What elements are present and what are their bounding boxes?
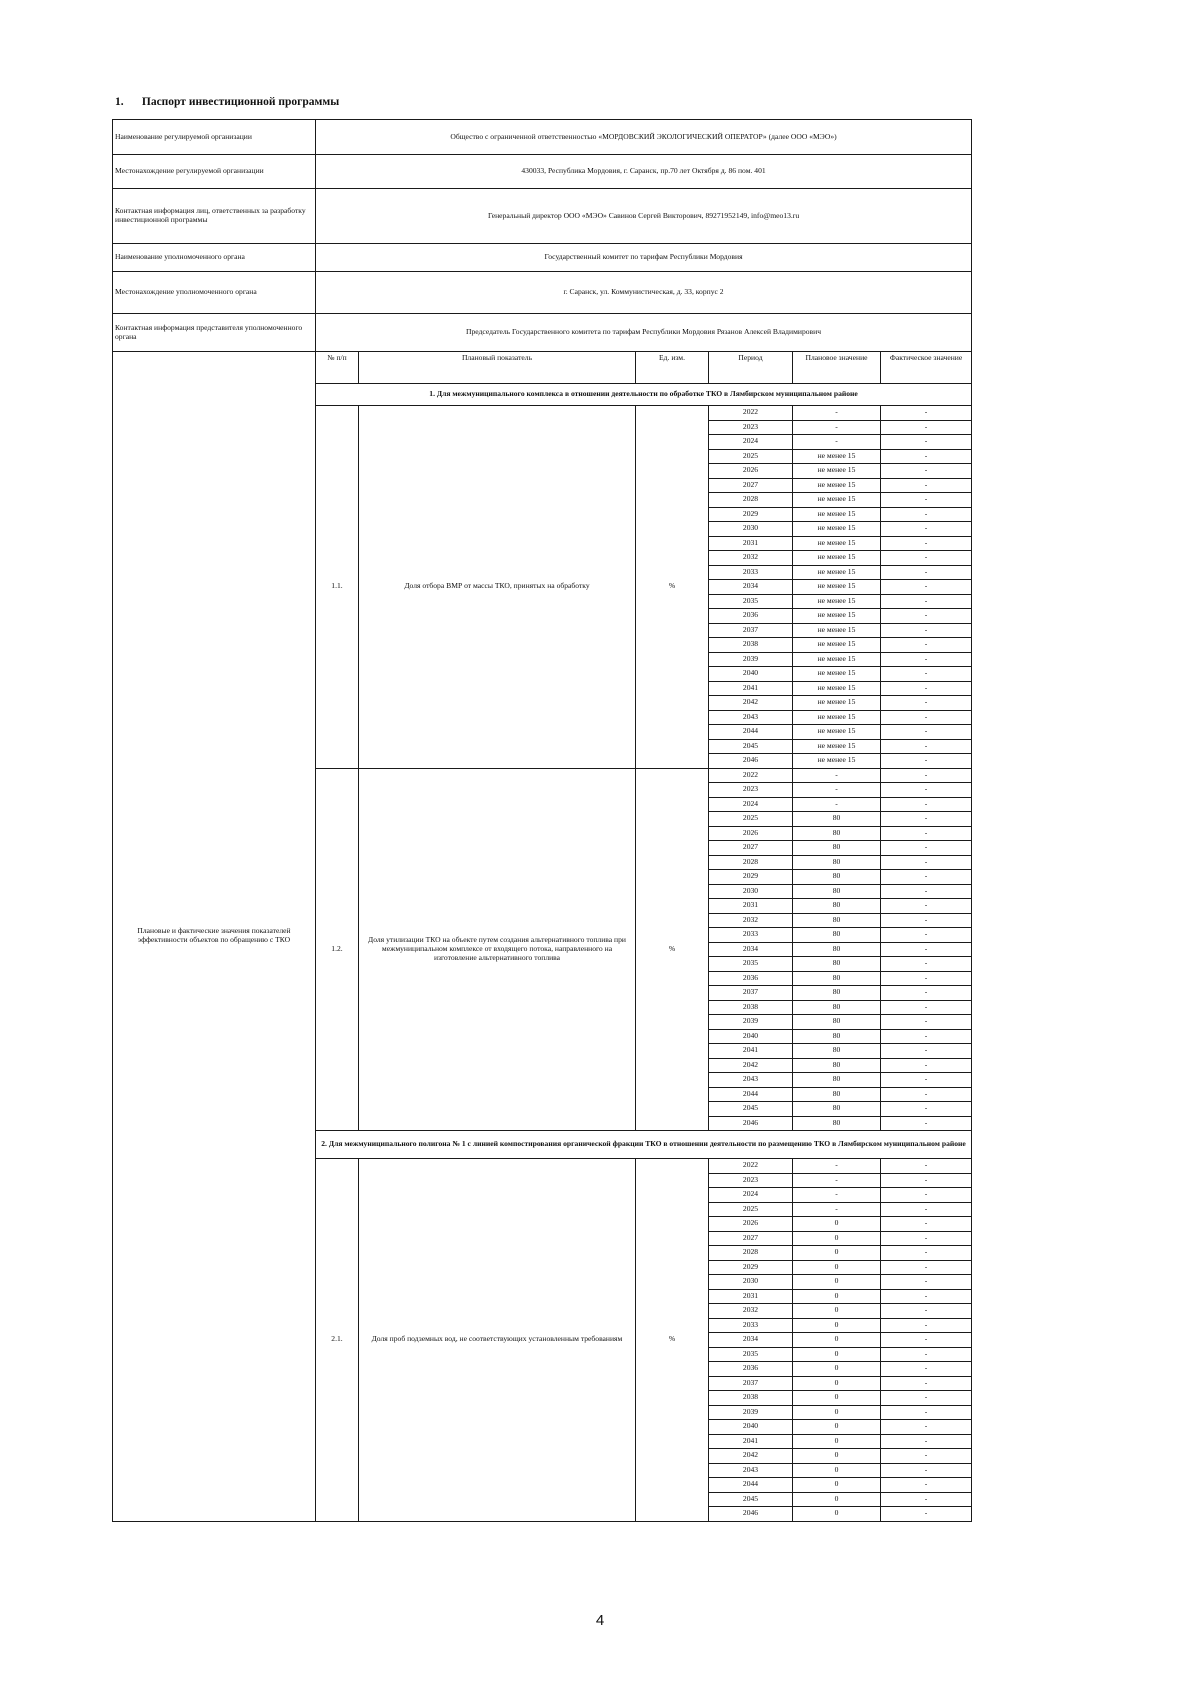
- planned-value-cell: 80: [793, 1102, 881, 1117]
- column-header-planned: Плановое значение: [793, 352, 881, 384]
- actual-value-cell: -: [881, 841, 972, 856]
- period-cell: 2024: [709, 1188, 793, 1203]
- period-cell: 2030: [709, 884, 793, 899]
- period-cell: 2034: [709, 1333, 793, 1348]
- planned-value-cell: не менее 15: [793, 667, 881, 682]
- planned-value-cell: 80: [793, 1000, 881, 1015]
- planned-value-cell: 80: [793, 899, 881, 914]
- planned-value-cell: 0: [793, 1507, 881, 1522]
- actual-value-cell: -: [881, 435, 972, 450]
- planned-value-cell: 0: [793, 1463, 881, 1478]
- actual-value-cell: -: [881, 696, 972, 711]
- actual-value-cell: -: [881, 478, 972, 493]
- actual-value-cell: -: [881, 681, 972, 696]
- period-cell: 2025: [709, 449, 793, 464]
- period-cell: 2035: [709, 957, 793, 972]
- actual-value-cell: -: [881, 623, 972, 638]
- actual-value-cell: -: [881, 580, 972, 595]
- period-cell: 2023: [709, 783, 793, 798]
- planned-value-cell: 80: [793, 942, 881, 957]
- period-cell: 2036: [709, 609, 793, 624]
- planned-value-cell: 0: [793, 1347, 881, 1362]
- info-row: [113, 272, 972, 314]
- info-label: Контактная информация лиц, ответственных за разработку инвестиционной программы: [113, 189, 316, 244]
- period-cell: 2040: [709, 667, 793, 682]
- period-cell: 2022: [709, 406, 793, 421]
- actual-value-cell: -: [881, 464, 972, 479]
- info-label: Наименование уполномоченного органа: [113, 244, 316, 272]
- indicator-number: 2.1.: [316, 1159, 359, 1522]
- planned-value-cell: 80: [793, 957, 881, 972]
- actual-value-cell: -: [881, 826, 972, 841]
- section-title: Паспорт инвестиционной программы: [141, 96, 340, 108]
- indicator-name: Доля утилизации ТКО на объекте путем создания альтернативного топлива при межмуниципальном комплексе от входящего потока, направленного на изготовление альтернативного топлива: [359, 768, 636, 1131]
- actual-value-cell: -: [881, 725, 972, 740]
- period-cell: 2033: [709, 1318, 793, 1333]
- planned-value-cell: 0: [793, 1391, 881, 1406]
- period-cell: 2041: [709, 1044, 793, 1059]
- planned-value-cell: 0: [793, 1434, 881, 1449]
- planned-value-cell: 0: [793, 1405, 881, 1420]
- planned-value-cell: 80: [793, 1029, 881, 1044]
- period-cell: 2039: [709, 1015, 793, 1030]
- period-cell: 2038: [709, 638, 793, 653]
- investment-program-passport-table: [112, 119, 972, 1522]
- period-cell: 2024: [709, 797, 793, 812]
- actual-value-cell: -: [881, 1275, 972, 1290]
- actual-value-cell: -: [881, 551, 972, 566]
- actual-value-cell: -: [881, 420, 972, 435]
- actual-value-cell: -: [881, 899, 972, 914]
- planned-value-cell: 80: [793, 1116, 881, 1131]
- planned-value-cell: -: [793, 435, 881, 450]
- period-cell: 2042: [709, 1449, 793, 1464]
- period-cell: 2035: [709, 1347, 793, 1362]
- planned-value-cell: 80: [793, 971, 881, 986]
- period-cell: 2034: [709, 580, 793, 595]
- planned-value-cell: не менее 15: [793, 478, 881, 493]
- info-value: Общество с ограниченной ответственностью «МОРДОВСКИЙ ЭКОЛОГИЧЕСКИЙ ОПЕРАТОР» (далее ООО «МЭО»): [316, 120, 972, 155]
- planned-value-cell: 80: [793, 1058, 881, 1073]
- info-value: Государственный комитет по тарифам Республики Мордовия: [316, 244, 972, 272]
- section-title: 2. Для межмуниципального полигона № 1 с линией компостирования органической фракции ТКО в отношении деятельности по размещению ТКО в Лямбирском муниципальном районе: [316, 1131, 972, 1159]
- planned-value-cell: 80: [793, 812, 881, 827]
- period-cell: 2046: [709, 1507, 793, 1522]
- actual-value-cell: -: [881, 986, 972, 1001]
- period-cell: 2038: [709, 1391, 793, 1406]
- info-row: [113, 155, 972, 189]
- info-label: Местонахождение уполномоченного органа: [113, 272, 316, 314]
- planned-value-cell: не менее 15: [793, 754, 881, 769]
- planned-value-cell: не менее 15: [793, 551, 881, 566]
- actual-value-cell: -: [881, 1029, 972, 1044]
- period-cell: 2023: [709, 420, 793, 435]
- period-cell: 2028: [709, 493, 793, 508]
- actual-value-cell: -: [881, 1289, 972, 1304]
- period-cell: 2037: [709, 1376, 793, 1391]
- period-cell: 2034: [709, 942, 793, 957]
- period-cell: 2022: [709, 768, 793, 783]
- section-number: 1.: [115, 96, 124, 108]
- planned-value-cell: 0: [793, 1217, 881, 1232]
- planned-value-cell: -: [793, 797, 881, 812]
- info-value: 430033, Республика Мордовия, г. Саранск, пр.70 лет Октября д. 86 пом. 401: [316, 155, 972, 189]
- actual-value-cell: -: [881, 1073, 972, 1088]
- period-cell: 2046: [709, 1116, 793, 1131]
- column-header-actual: Фактическое значение: [881, 352, 972, 384]
- planned-value-cell: не менее 15: [793, 609, 881, 624]
- actual-value-cell: -: [881, 928, 972, 943]
- actual-value-cell: -: [881, 1044, 972, 1059]
- actual-value-cell: -: [881, 1188, 972, 1203]
- planned-value-cell: не менее 15: [793, 652, 881, 667]
- planned-value-cell: 0: [793, 1304, 881, 1319]
- period-cell: 2036: [709, 1362, 793, 1377]
- section-title: 1. Для межмуниципального комплекса в отношении деятельности по обработке ТКО в Лямбирском муниципальном районе: [316, 384, 972, 406]
- passport-table-body: [113, 120, 972, 1522]
- actual-value-cell: -: [881, 609, 972, 624]
- actual-value-cell: -: [881, 942, 972, 957]
- actual-value-cell: -: [881, 638, 972, 653]
- actual-value-cell: -: [881, 783, 972, 798]
- planned-value-cell: 0: [793, 1333, 881, 1348]
- planned-value-cell: не менее 15: [793, 638, 881, 653]
- period-cell: 2031: [709, 899, 793, 914]
- period-cell: 2025: [709, 812, 793, 827]
- actual-value-cell: -: [881, 536, 972, 551]
- period-cell: 2041: [709, 681, 793, 696]
- actual-value-cell: -: [881, 1362, 972, 1377]
- period-cell: 2028: [709, 1246, 793, 1261]
- actual-value-cell: -: [881, 768, 972, 783]
- planned-value-cell: -: [793, 768, 881, 783]
- period-cell: 2037: [709, 986, 793, 1001]
- planned-value-cell: 80: [793, 841, 881, 856]
- actual-value-cell: -: [881, 1347, 972, 1362]
- actual-value-cell: -: [881, 739, 972, 754]
- info-row: [113, 314, 972, 352]
- actual-value-cell: -: [881, 754, 972, 769]
- actual-value-cell: -: [881, 957, 972, 972]
- actual-value-cell: -: [881, 1202, 972, 1217]
- actual-value-cell: -: [881, 1217, 972, 1232]
- actual-value-cell: -: [881, 1304, 972, 1319]
- indicator-unit: %: [636, 406, 709, 769]
- actual-value-cell: -: [881, 1102, 972, 1117]
- actual-value-cell: -: [881, 449, 972, 464]
- actual-value-cell: -: [881, 913, 972, 928]
- indicator-name: Доля проб подземных вод, не соответствующих установленным требованиям: [359, 1159, 636, 1522]
- planned-value-cell: 80: [793, 1087, 881, 1102]
- period-cell: 2026: [709, 1217, 793, 1232]
- planned-value-cell: 0: [793, 1449, 881, 1464]
- period-cell: 2027: [709, 478, 793, 493]
- period-cell: 2032: [709, 1304, 793, 1319]
- period-cell: 2026: [709, 826, 793, 841]
- period-cell: 2022: [709, 1159, 793, 1174]
- period-cell: 2044: [709, 725, 793, 740]
- period-cell: 2024: [709, 435, 793, 450]
- indicator-name: Доля отбора ВМР от массы ТКО, принятых на обработку: [359, 406, 636, 769]
- planned-value-cell: 80: [793, 855, 881, 870]
- planned-value-cell: не менее 15: [793, 710, 881, 725]
- actual-value-cell: -: [881, 1231, 972, 1246]
- actual-value-cell: -: [881, 1246, 972, 1261]
- planned-value-cell: 80: [793, 1073, 881, 1088]
- period-cell: 2023: [709, 1173, 793, 1188]
- planned-value-cell: не менее 15: [793, 507, 881, 522]
- period-cell: 2029: [709, 870, 793, 885]
- period-cell: 2032: [709, 551, 793, 566]
- info-row: [113, 244, 972, 272]
- actual-value-cell: -: [881, 1173, 972, 1188]
- info-label: Наименование регулируемой организации: [113, 120, 316, 155]
- info-row: [113, 189, 972, 244]
- section-heading: [115, 96, 339, 108]
- actual-value-cell: -: [881, 870, 972, 885]
- period-cell: 2029: [709, 1260, 793, 1275]
- actual-value-cell: -: [881, 797, 972, 812]
- actual-value-cell: -: [881, 1507, 972, 1522]
- indicators-header-row: [113, 352, 972, 384]
- planned-value-cell: 0: [793, 1376, 881, 1391]
- planned-value-cell: не менее 15: [793, 623, 881, 638]
- actual-value-cell: -: [881, 1000, 972, 1015]
- period-cell: 2031: [709, 536, 793, 551]
- actual-value-cell: -: [881, 1116, 972, 1131]
- planned-value-cell: -: [793, 1188, 881, 1203]
- planned-value-cell: не менее 15: [793, 681, 881, 696]
- planned-value-cell: 0: [793, 1478, 881, 1493]
- actual-value-cell: -: [881, 1478, 972, 1493]
- period-cell: 2027: [709, 1231, 793, 1246]
- column-header-number: № п/п: [316, 352, 359, 384]
- column-header-indicator: Плановый показатель: [359, 352, 636, 384]
- planned-value-cell: 0: [793, 1492, 881, 1507]
- period-cell: 2045: [709, 1492, 793, 1507]
- actual-value-cell: -: [881, 812, 972, 827]
- planned-value-cell: 0: [793, 1318, 881, 1333]
- actual-value-cell: -: [881, 971, 972, 986]
- indicator-number: 1.1.: [316, 406, 359, 769]
- period-cell: 2043: [709, 1073, 793, 1088]
- actual-value-cell: -: [881, 1318, 972, 1333]
- indicator-number: 1.2.: [316, 768, 359, 1131]
- period-cell: 2031: [709, 1289, 793, 1304]
- planned-value-cell: 80: [793, 913, 881, 928]
- planned-value-cell: -: [793, 420, 881, 435]
- period-cell: 2044: [709, 1478, 793, 1493]
- actual-value-cell: -: [881, 1058, 972, 1073]
- info-value: г. Саранск, ул. Коммунистическая, д. 33, корпус 2: [316, 272, 972, 314]
- period-cell: 2035: [709, 594, 793, 609]
- planned-value-cell: не менее 15: [793, 580, 881, 595]
- info-value: Председатель Государственного комитета по тарифам Республики Мордовия Рязанов Алексей Владимирович: [316, 314, 972, 352]
- period-cell: 2032: [709, 913, 793, 928]
- planned-value-cell: 0: [793, 1275, 881, 1290]
- planned-value-cell: -: [793, 1173, 881, 1188]
- period-cell: 2040: [709, 1420, 793, 1435]
- column-header-unit: Ед. изм.: [636, 352, 709, 384]
- period-cell: 2045: [709, 739, 793, 754]
- period-cell: 2039: [709, 1405, 793, 1420]
- period-cell: 2041: [709, 1434, 793, 1449]
- info-label: Контактная информация представителя уполномоченного органа: [113, 314, 316, 352]
- actual-value-cell: -: [881, 1405, 972, 1420]
- planned-value-cell: не менее 15: [793, 565, 881, 580]
- planned-value-cell: не менее 15: [793, 594, 881, 609]
- period-cell: 2043: [709, 1463, 793, 1478]
- planned-value-cell: не менее 15: [793, 696, 881, 711]
- info-label: Местонахождение регулируемой организации: [113, 155, 316, 189]
- period-cell: 2029: [709, 507, 793, 522]
- period-cell: 2043: [709, 710, 793, 725]
- page-number: 4: [595, 1612, 605, 1629]
- planned-value-cell: -: [793, 783, 881, 798]
- period-cell: 2036: [709, 971, 793, 986]
- period-cell: 2042: [709, 1058, 793, 1073]
- indicator-unit: %: [636, 1159, 709, 1522]
- planned-value-cell: не менее 15: [793, 493, 881, 508]
- info-value: Генеральный директор ООО «МЭО» Савинов Сергей Викторович, 89271952149, info@meo13.ru: [316, 189, 972, 244]
- period-cell: 2042: [709, 696, 793, 711]
- period-cell: 2038: [709, 1000, 793, 1015]
- period-cell: 2037: [709, 623, 793, 638]
- indicator-unit: %: [636, 768, 709, 1131]
- planned-value-cell: 80: [793, 870, 881, 885]
- planned-value-cell: 0: [793, 1246, 881, 1261]
- planned-value-cell: 80: [793, 884, 881, 899]
- planned-value-cell: -: [793, 1159, 881, 1174]
- period-cell: 2033: [709, 565, 793, 580]
- planned-value-cell: -: [793, 406, 881, 421]
- period-cell: 2027: [709, 841, 793, 856]
- planned-value-cell: 80: [793, 826, 881, 841]
- planned-value-cell: не менее 15: [793, 464, 881, 479]
- period-cell: 2033: [709, 928, 793, 943]
- actual-value-cell: -: [881, 507, 972, 522]
- period-cell: 2026: [709, 464, 793, 479]
- planned-value-cell: 80: [793, 986, 881, 1001]
- actual-value-cell: -: [881, 1463, 972, 1478]
- period-cell: 2030: [709, 522, 793, 537]
- column-header-period: Период: [709, 352, 793, 384]
- period-cell: 2046: [709, 754, 793, 769]
- period-cell: 2028: [709, 855, 793, 870]
- period-cell: 2044: [709, 1087, 793, 1102]
- actual-value-cell: -: [881, 493, 972, 508]
- actual-value-cell: -: [881, 1015, 972, 1030]
- actual-value-cell: -: [881, 1260, 972, 1275]
- planned-value-cell: 80: [793, 1015, 881, 1030]
- period-cell: 2045: [709, 1102, 793, 1117]
- actual-value-cell: -: [881, 1492, 972, 1507]
- planned-value-cell: 0: [793, 1289, 881, 1304]
- actual-value-cell: -: [881, 855, 972, 870]
- actual-value-cell: -: [881, 1376, 972, 1391]
- actual-value-cell: -: [881, 1159, 972, 1174]
- actual-value-cell: -: [881, 1420, 972, 1435]
- planned-value-cell: 0: [793, 1231, 881, 1246]
- actual-value-cell: -: [881, 667, 972, 682]
- planned-value-cell: 80: [793, 1044, 881, 1059]
- actual-value-cell: -: [881, 406, 972, 421]
- indicators-block-label: Плановые и фактические значения показателей эффективности объектов по обращению с ТКО: [113, 352, 316, 1522]
- planned-value-cell: 80: [793, 928, 881, 943]
- planned-value-cell: 0: [793, 1362, 881, 1377]
- actual-value-cell: -: [881, 522, 972, 537]
- planned-value-cell: не менее 15: [793, 536, 881, 551]
- actual-value-cell: -: [881, 1391, 972, 1406]
- planned-value-cell: не менее 15: [793, 739, 881, 754]
- period-cell: 2039: [709, 652, 793, 667]
- actual-value-cell: -: [881, 652, 972, 667]
- actual-value-cell: -: [881, 1087, 972, 1102]
- planned-value-cell: не менее 15: [793, 522, 881, 537]
- actual-value-cell: -: [881, 594, 972, 609]
- actual-value-cell: -: [881, 1449, 972, 1464]
- period-cell: 2025: [709, 1202, 793, 1217]
- planned-value-cell: 0: [793, 1260, 881, 1275]
- actual-value-cell: -: [881, 710, 972, 725]
- actual-value-cell: -: [881, 1333, 972, 1348]
- actual-value-cell: -: [881, 565, 972, 580]
- period-cell: 2040: [709, 1029, 793, 1044]
- info-row: [113, 120, 972, 155]
- planned-value-cell: не менее 15: [793, 725, 881, 740]
- actual-value-cell: -: [881, 1434, 972, 1449]
- period-cell: 2030: [709, 1275, 793, 1290]
- planned-value-cell: не менее 15: [793, 449, 881, 464]
- planned-value-cell: -: [793, 1202, 881, 1217]
- planned-value-cell: 0: [793, 1420, 881, 1435]
- actual-value-cell: -: [881, 884, 972, 899]
